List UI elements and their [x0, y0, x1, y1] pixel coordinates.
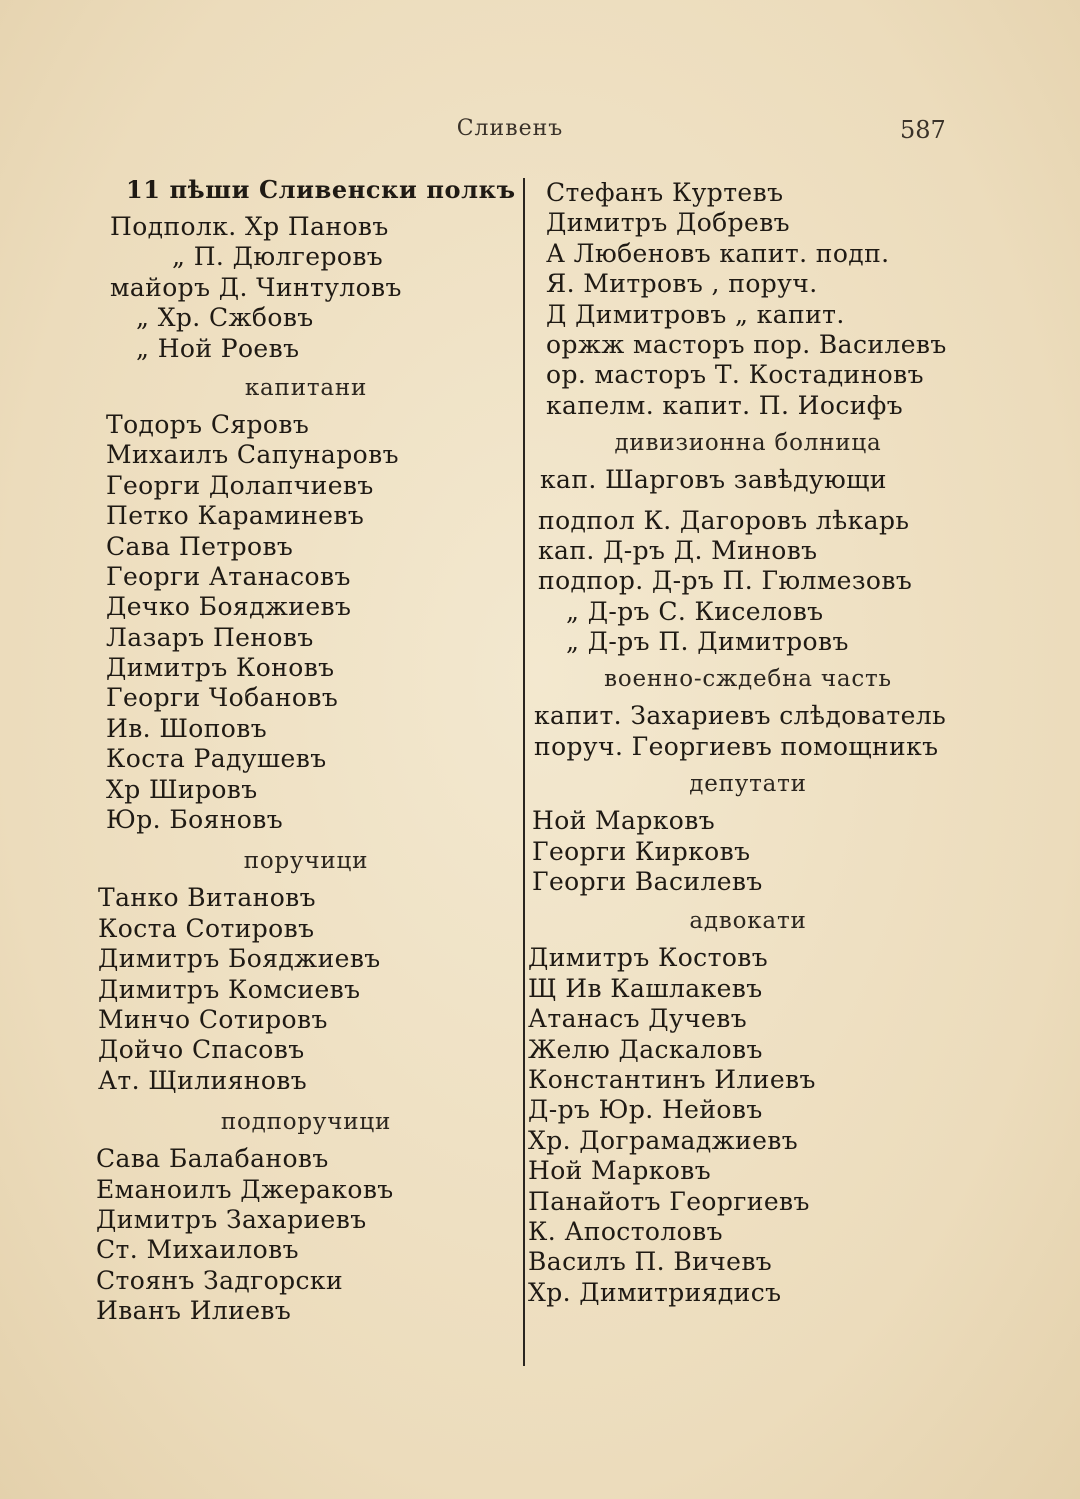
- list-item: Атанасъ Дучевъ: [528, 1004, 748, 1034]
- list-item: Танко Витановъ: [98, 883, 316, 913]
- deputies-list: [528, 806, 968, 897]
- list-item: „ Ной Роевъ: [136, 333, 300, 363]
- list-item: Д Димитровъ „ капит.: [546, 299, 845, 329]
- list-item: ор. масторъ Т. Костадиновъ: [546, 360, 924, 390]
- list-item: „ Хр. Сжбовъ: [136, 303, 314, 333]
- list-item: Желю Даскаловъ: [528, 1034, 763, 1064]
- list-item: Подполк. Хр Пановъ: [110, 212, 389, 241]
- list-item: майоръ Д. Чинтуловъ: [110, 272, 402, 302]
- list-item: Тодоръ Сяровъ: [106, 409, 310, 439]
- section-heading-deputies: депутати: [689, 771, 807, 798]
- list-item: поруч. Георгиевъ помощникъ: [534, 731, 939, 761]
- list-item: Сава Петровъ: [106, 531, 294, 561]
- list-item: Стоянъ Задгорски: [96, 1265, 344, 1295]
- left-column: [96, 172, 516, 1327]
- list-item: оржж масторъ пор. Василевъ: [546, 329, 947, 359]
- list-item: К. Апостоловъ: [528, 1216, 723, 1246]
- list-item: „ Д-ръ П. Димитровъ: [566, 627, 849, 657]
- list-item: подпол К. Дагоровъ лѣкарь: [538, 505, 910, 535]
- section-heading-lieutenants: поручици: [243, 848, 369, 875]
- list-item: Димитръ Комсиевъ: [98, 974, 361, 1004]
- list-item: Михаилъ Сапунаровъ: [106, 440, 399, 470]
- list-item: Ст. Михаиловъ: [96, 1235, 299, 1265]
- running-title: Сливенъ: [456, 116, 564, 141]
- column-divider: [523, 178, 525, 1366]
- list-item: „ Д-ръ С. Киселовъ: [566, 596, 824, 626]
- list-item: Юр. Бояновъ: [106, 805, 284, 835]
- officers-list: [96, 212, 516, 364]
- list-item: Димитръ Костовъ: [528, 943, 769, 973]
- list-item: подпор. Д-ръ П. Гюлмезовъ: [538, 566, 913, 596]
- list-item: Стефанъ Куртевъ: [546, 178, 784, 207]
- list-item: Василъ П. Вичевъ: [528, 1247, 773, 1277]
- captains-list: [96, 410, 516, 835]
- list-item: Щ Ив Кашлакевъ: [528, 973, 763, 1003]
- court-list: [528, 701, 968, 762]
- list-item: Хр. Димитриядисъ: [528, 1277, 782, 1307]
- list-item: Ной Марковъ: [532, 806, 716, 836]
- right-column: [528, 172, 968, 1308]
- list-item: Димитръ Бояджиевъ: [98, 944, 381, 974]
- list-item: Петко Караминевъ: [106, 501, 365, 531]
- regiment-title: 11 пѣши Сливенски полкъ: [126, 175, 516, 204]
- list-item: Георги Кирковъ: [532, 836, 751, 866]
- list-item: А Любеновъ капит. подп.: [546, 238, 890, 268]
- list-item: Ат. Щилияновъ: [98, 1065, 308, 1095]
- hospital-head: кап. Шарговъ завѣдующи: [540, 465, 887, 495]
- list-item: Д-ръ Юр. Нейовъ: [528, 1095, 763, 1125]
- list-item: кап. Д-ръ Д. Миновъ: [538, 535, 818, 565]
- section-heading-sublieutenants: подпоручици: [220, 1109, 392, 1136]
- list-item: Георги Долапчиевъ: [106, 470, 374, 500]
- list-item: Георги Чобановъ: [106, 683, 339, 713]
- list-item: Ив. Шоповъ: [106, 713, 268, 743]
- list-item: капелм. капит. П. Иосифъ: [546, 390, 904, 420]
- section-heading-captains: капитани: [244, 374, 368, 401]
- list-item: Минчо Сотировъ: [98, 1004, 328, 1034]
- section-heading-court: военно-сждебна часть: [604, 666, 892, 693]
- list-item: „ П. Дюлгеровъ: [172, 242, 384, 272]
- section-heading-lawyers: адвокати: [689, 908, 807, 935]
- list-item: Коста Сотировъ: [98, 913, 315, 943]
- lawyers-list: [528, 943, 968, 1308]
- list-item: Димитръ Захариевъ: [96, 1204, 367, 1234]
- list-item: Лазаръ Пеновъ: [106, 622, 314, 652]
- list-item: Дечко Бояджиевъ: [106, 592, 352, 622]
- list-item: Коста Радушевъ: [106, 744, 327, 774]
- list-item: Хр Шировъ: [106, 774, 258, 804]
- list-item: Георги Атанасовъ: [106, 561, 351, 591]
- list-item: Сава Балабановъ: [96, 1144, 329, 1174]
- list-item: Хр. Дограмаджиевъ: [528, 1125, 799, 1155]
- list-item: Дойчо Спасовъ: [98, 1035, 305, 1065]
- list-item: Я. Митровъ , поруч.: [546, 269, 818, 299]
- hospital-staff-list: [528, 506, 968, 658]
- page-number: 587: [900, 116, 946, 144]
- list-item: Еманоилъ Джераковъ: [96, 1174, 394, 1204]
- list-item: капит. Захариевъ слѣдователь: [534, 701, 947, 731]
- lieutenants-list: [96, 883, 516, 1096]
- sublieutenants-list: [96, 1144, 516, 1326]
- list-item: Димитръ Добревъ: [546, 208, 790, 238]
- regiment-continued-list: [528, 178, 968, 421]
- list-item: Димитръ Коновъ: [106, 653, 335, 683]
- list-item: Георги Василевъ: [532, 867, 763, 897]
- list-item: Константинъ Илиевъ: [528, 1064, 816, 1094]
- list-item: Иванъ Илиевъ: [96, 1296, 292, 1326]
- list-item: Панайотъ Георгиевъ: [528, 1186, 810, 1216]
- section-heading-hospital: дивизионна болница: [614, 430, 882, 457]
- list-item: Ной Марковъ: [528, 1156, 712, 1186]
